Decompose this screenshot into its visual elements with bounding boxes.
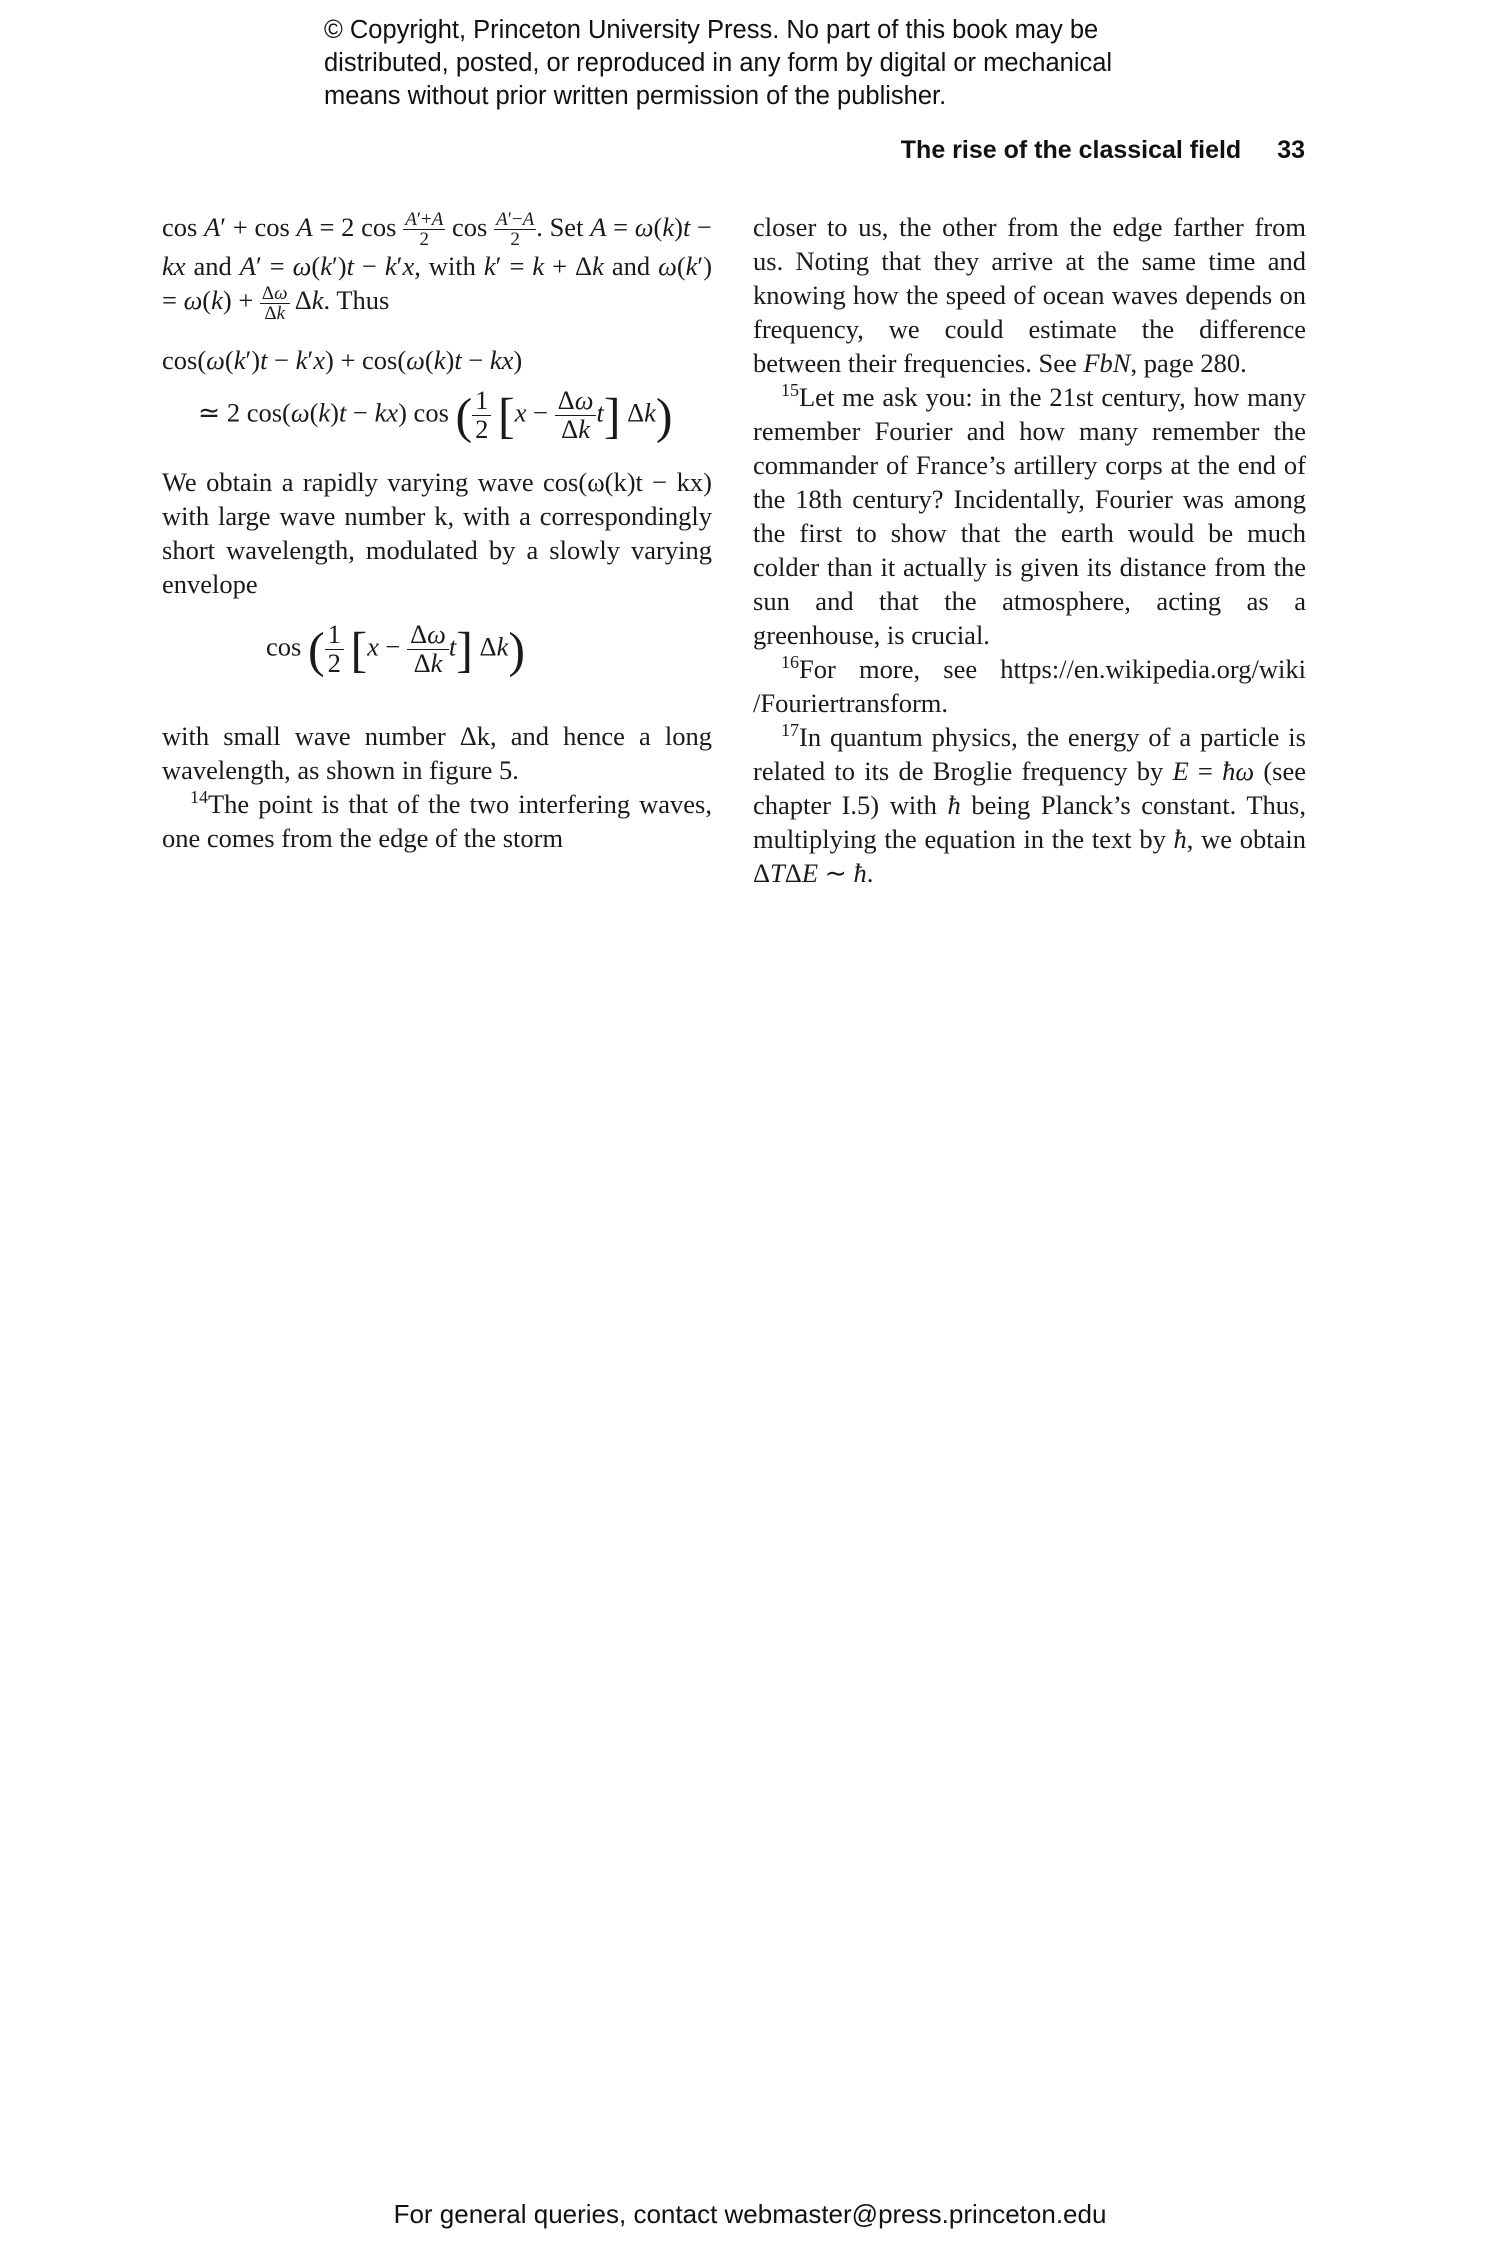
footnote-number: 15 — [781, 380, 799, 401]
page-number: 33 — [1277, 136, 1305, 164]
footnote-number: 17 — [781, 720, 799, 741]
footnote-16: $^{16}$For more, see https://en.wikipedia.org/wiki /Fouriertransform. — [753, 652, 1306, 718]
fraction: $\frac{\Delta\omega}{\Delta k}$ — [407, 621, 449, 678]
footnote-number: 16 — [781, 652, 799, 673]
fraction: $\frac{1}{2}$ — [325, 621, 344, 678]
left-column — [162, 210, 712, 855]
footnote-15: $^{15}$Let me ask you: in the 21st century, how many remember Fourier and how many remember the commander of France’s artillery corps at the end of the 18th century? Incidentally, Fourier was among the first to show that the earth would be much colder than it actually is given its distance from the sun and that the atmosphere, acting as a greenhouse, is crucial. — [753, 380, 1306, 650]
footnote-17: $^{17}$In quantum physics, the energy of a particle is related to its de Broglie frequency by E = ħω (see chapter I.5) with ħ being Planck’s constant. Thus, multiplying the equation in the text by ħ, we obtain ΔTΔE ∼ ħ. — [753, 720, 1307, 888]
footnote-number: 14 — [190, 787, 208, 808]
right-column — [753, 210, 1306, 890]
footer-contact: For general queries, contact webmaster@press.princeton.edu — [393, 2199, 1107, 2229]
fraction: $\frac{\Delta\omega}{\Delta k}$ — [555, 387, 597, 444]
copyright-line: distributed, posted, or reproduced in any form by digital or mechanical — [324, 49, 1113, 77]
equation-product-line: ≃ 2 cos(ω(k)t − kx) cos ( $\frac{1}{2}$ [x − $\frac{\Delta\omega}{\Delta k}$ t] Δk) — [198, 384, 673, 444]
chapter-title: The rise of the classical field — [900, 136, 1242, 164]
fraction: $\frac{1}{2}$ — [472, 387, 491, 444]
equation-envelope: cos ( $\frac{1}{2}$ [x − $\frac{\Delta\omega}{\Delta k}$ t] Δk) — [266, 618, 525, 678]
fraction: $\frac{A'+A}{2}$ — [405, 209, 444, 251]
footnote-14-continued: closer to us, the other from the edge farther from us. Noting that they arrive at the same time and knowing how the speed of ocean waves depends on frequency, we could estimate the difference between their frequencies. See FbN, page 280. — [753, 212, 1306, 378]
equation-sum-line: cos(ω(k′)t − k′x) + cos(ω(k)t − kx) — [162, 344, 523, 375]
footnote-14: $^{14}$The point is that of the two interfering waves, one comes from the edge of the storm — [162, 787, 712, 853]
trig-identity-paragraph: cos A′ + cos A = 2 cos $\frac{A'+A}{2}$ cos $\frac{A'-A}{2}$ . Set A = ω(k)t − kx and A′ = ω(k′)t − k′x, with k′ = k + Δk and ω(k′) = ω(k) + $\frac{\Delta\omega}{\Delta k}$ Δk. Thus — [162, 209, 713, 324]
running-head — [901, 136, 1305, 165]
copyright-line: © Copyright, Princeton University Press. No part of this book may be — [324, 16, 1099, 44]
fraction: $\frac{\Delta\omega}{\Delta k}$ — [261, 282, 288, 324]
copyright-notice — [324, 14, 1224, 113]
copyright-line: means without prior written permission of the publisher. — [324, 82, 947, 110]
paragraph-rapid-wave: We obtain a rapidly varying wave cos(ω(k)t − kx) with large wave number k, with a correspondingly short wavelength, modulated by a slowly varying envelope — [162, 466, 712, 599]
paragraph-small-wave: with small wave number Δk, and hence a long wavelength, as shown in figure 5. — [162, 720, 712, 785]
fraction: $\frac{A'-A}{2}$ — [496, 209, 535, 251]
